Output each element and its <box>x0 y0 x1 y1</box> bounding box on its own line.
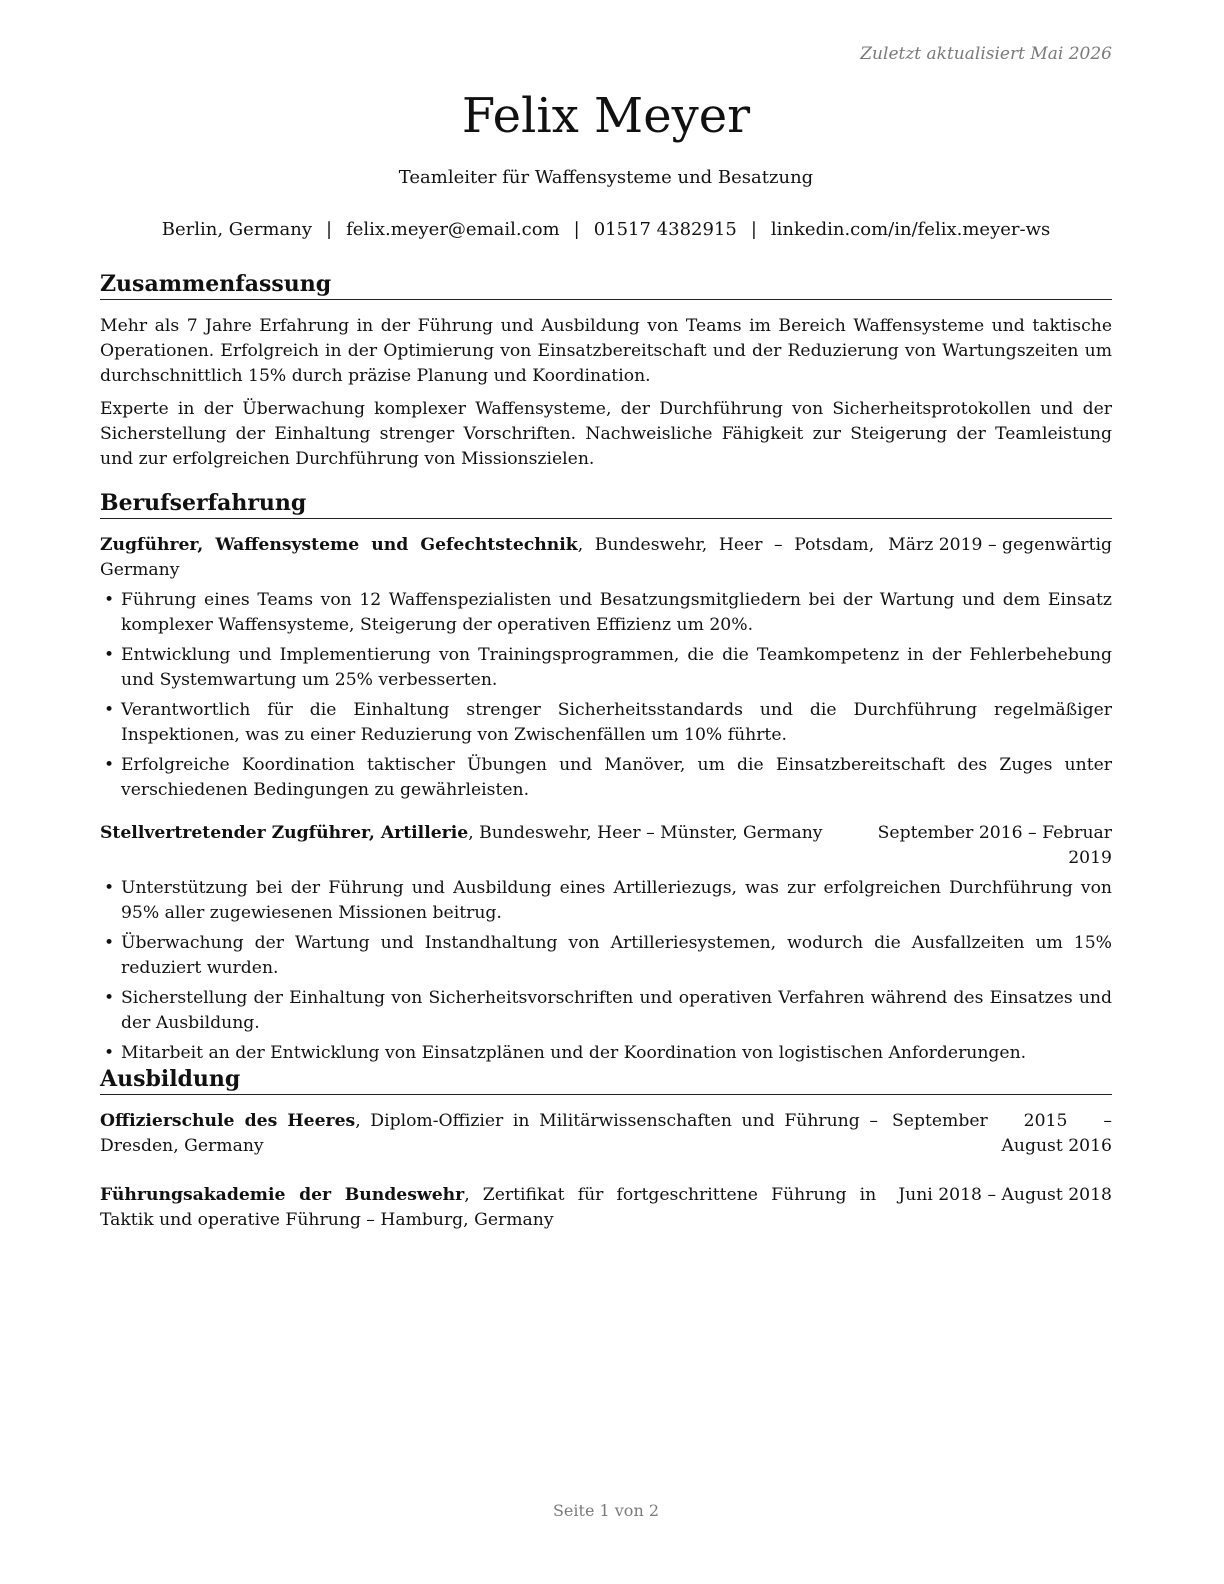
resume-page <box>100 0 1112 1584</box>
contact-separator: | <box>573 219 580 240</box>
list-item <box>100 1041 1112 1066</box>
list-item <box>100 986 1112 1036</box>
bullet-text: Unterstützung bei der Führung und Ausbildung eines Artilleriezugs, was zur erfolgreichen Durchführung von 95% aller zugewiesenen Missionen beitrug. <box>121 878 1112 923</box>
summary-paragraph: Mehr als 7 Jahre Erfahrung in der Führung und Ausbildung von Teams im Bereich Waffensysteme und taktische Operationen. Erfolgreich in der Optimierung von Einsatzbereitschaft und der Reduzierung von Wartungszeiten um durchschnittlich 15% durch präzise Planung und Koordination. <box>100 316 1112 386</box>
bullet-text: Erfolgreiche Koordination taktischer Übungen und Manöver, um die Einsatzbereitschaft des Zuges unter verschiedenen Bedingungen zu gewährleisten. <box>121 755 1112 800</box>
degree-detail: , Zertifikat für fortgeschrittene Führung in Taktik und operative Führung – Hamburg, Germany <box>100 1185 877 1230</box>
summary-heading: Zusammenfassung <box>100 270 1112 300</box>
job-dates: September 2016 – Februar 2019 <box>877 823 1112 868</box>
contact-email[interactable]: felix.meyer@email.com <box>346 219 560 240</box>
bullet-icon: • <box>104 878 115 898</box>
summary-paragraph: Experte in der Überwachung komplexer Waffensysteme, der Durchführung von Sicherheitsprotokollen und der Sicherstellung der Einhaltung strenger Vorschriften. Nachweisliche Fähigkeit zur Steigerung der Teamleistung und zur erfolgreichen Durchführung von Missionszielen. <box>100 399 1112 469</box>
list-item <box>100 753 1112 803</box>
bullet-text: Führung eines Teams von 12 Waffenspezialisten und Besatzungsmitgliedern bei der Wartung und dem Einsatz komplexer Waffensysteme, Steigerung der operativen Effizienz um 20%. <box>121 590 1112 635</box>
bullet-icon: • <box>104 645 115 665</box>
education-section <box>100 1065 1112 1233</box>
bullet-icon: • <box>104 590 115 610</box>
experience-heading: Berufserfahrung <box>100 489 1112 519</box>
contact-separator: | <box>326 219 333 240</box>
list-item <box>100 698 1112 748</box>
last-updated-note: Zuletzt aktualisiert Mai 2026 <box>860 44 1112 64</box>
school-name: Führungsakademie der Bundeswehr <box>100 1185 465 1205</box>
bullet-icon: • <box>104 988 115 1008</box>
bullet-text: Überwachung der Wartung und Instandhaltung von Artilleriesystemen, wodurch die Ausfallzeiten um 15% reduziert wurden. <box>121 933 1112 978</box>
education-dates: Juni 2018 – August 2018 <box>898 1185 1112 1205</box>
education-heading: Ausbildung <box>100 1065 1112 1095</box>
education-line <box>100 1183 876 1233</box>
candidate-title: Teamleiter für Waffensysteme und Besatzung <box>398 167 814 188</box>
candidate-name: Felix Meyer <box>461 88 751 144</box>
job-organization: , Bundeswehr, Heer – Münster, Germany <box>468 823 823 843</box>
bullet-text: Mitarbeit an der Entwicklung von Einsatzplänen und der Koordination von logistischen Anforderungen. <box>121 1043 1027 1063</box>
bullet-text: Sicherstellung der Einhaltung von Sicherheitsvorschriften und operativen Verfahren während des Einsatzes und der Ausbildung. <box>121 988 1112 1033</box>
page-number: Seite 1 von 2 <box>552 1501 660 1520</box>
contact-phone[interactable]: 01517 4382915 <box>593 219 737 240</box>
job-organization: , Bundeswehr, Heer – Potsdam, Germany <box>100 535 875 580</box>
list-item <box>100 931 1112 981</box>
job-entry <box>100 821 1112 1066</box>
bullet-text: Entwicklung und Implementierung von Trainingsprogrammen, die die Teamkompetenz in der Fehlerbehebung und Systemwartung um 25% verbesserten. <box>121 645 1112 690</box>
job-bullets <box>100 876 1112 1066</box>
list-item <box>100 588 1112 638</box>
education-entry <box>100 1183 1112 1233</box>
bullet-icon: • <box>104 700 115 720</box>
school-name: Offizierschule des Heeres <box>100 1111 356 1131</box>
contact-separator: | <box>750 219 757 240</box>
bullet-icon: • <box>104 1043 115 1063</box>
job-bullets <box>100 588 1112 803</box>
job-role-line <box>100 821 858 846</box>
job-header <box>100 533 1112 583</box>
job-dates: März 2019 – gegenwärtig <box>888 535 1112 555</box>
degree-detail: , Diplom-Offizier in Militärwissenschaften und Führung – Dresden, Germany <box>100 1111 878 1156</box>
education-line <box>100 1109 878 1159</box>
contact-linkedin[interactable]: linkedin.com/in/felix.meyer-ws <box>770 219 1051 240</box>
bullet-text: Verantwortlich für die Einhaltung strenger Sicherheitsstandards und die Durchführung regelmäßiger Inspektionen, was zu einer Reduzierung von Zwischenfällen um 10% führte. <box>121 700 1112 745</box>
job-role-line <box>100 533 874 583</box>
bullet-icon: • <box>104 755 115 775</box>
list-item <box>100 876 1112 926</box>
job-role: Stellvertretender Zugführer, Artillerie <box>100 823 469 843</box>
contact-location: Berlin, Germany <box>161 219 312 240</box>
bullet-icon: • <box>104 933 115 953</box>
contact-line <box>100 219 1112 240</box>
job-role: Zugführer, Waffensysteme und Gefechtstechnik <box>100 535 578 555</box>
job-entry <box>100 533 1112 803</box>
summary-section <box>100 270 1112 472</box>
education-entry <box>100 1109 1112 1159</box>
experience-section <box>100 489 1112 1071</box>
education-dates: September 2015 – August 2016 <box>892 1111 1112 1156</box>
list-item <box>100 643 1112 693</box>
job-header <box>100 821 1112 871</box>
